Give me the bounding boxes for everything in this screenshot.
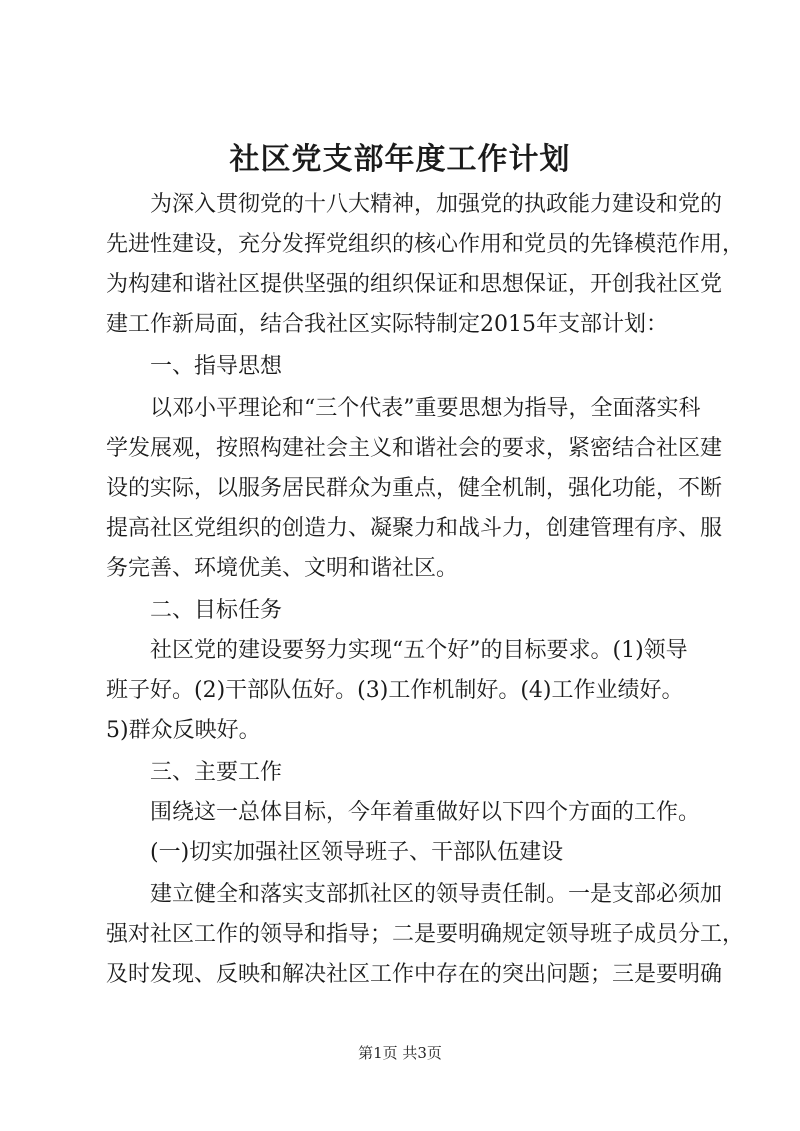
section-heading: 二、目标任务 bbox=[150, 598, 283, 623]
paragraph-line: 围绕这一总体目标，今年着重做好以下四个方面的工作。 bbox=[150, 800, 701, 825]
paragraph-line: 为构建和谐社区提供坚强的组织保证和思想保证，开创我社区党 bbox=[106, 272, 723, 297]
paragraph-line: 建工作新局面，结合我社区实际特制定2015年支部计划： bbox=[106, 312, 668, 337]
paragraph-line: 社区党的建设要努力实现“五个好”的目标要求。(1)领导 bbox=[150, 638, 688, 663]
subsection-heading: (一)切实加强社区领导班子、干部队伍建设 bbox=[150, 840, 564, 865]
paragraph-line: 务完善、环境优美、文明和谐社区。 bbox=[106, 556, 459, 581]
paragraph-line: 为深入贯彻党的十八大精神，加强党的执政能力建设和党的 bbox=[150, 192, 723, 217]
paragraph-line: 班子好。(2)干部队伍好。(3)工作机制好。(4)工作业绩好。 bbox=[106, 678, 684, 703]
paragraph-line: 以邓小平理论和“三个代表”重要思想为指导，全面落实科 bbox=[150, 396, 701, 421]
paragraph-line: 设的实际，以服务居民群众为重点，健全机制，强化功能，不断 bbox=[106, 476, 723, 501]
paragraph-line: 学发展观，按照构建社会主义和谐社会的要求，紧密结合社区建 bbox=[106, 436, 723, 461]
paragraph-line: 先进性建设，充分发挥党组织的核心作用和党员的先锋模范作用， bbox=[106, 232, 745, 257]
paragraph-line: 建立健全和落实支部抓社区的领导责任制。一是支部必须加 bbox=[150, 882, 723, 907]
section-heading: 三、主要工作 bbox=[150, 760, 283, 785]
page-number-footer: 第1页 共3页 bbox=[358, 1044, 442, 1062]
paragraph-line: 5)群众反映好。 bbox=[106, 718, 261, 743]
section-heading: 一、指导思想 bbox=[150, 354, 283, 379]
document-title: 社区党支部年度工作计划 bbox=[229, 142, 571, 177]
paragraph-line: 强对社区工作的领导和指导；二是要明确规定领导班子成员分工， bbox=[106, 922, 745, 947]
paragraph-line: 及时发现、反映和解决社区工作中存在的突出问题；三是要明确 bbox=[106, 962, 723, 987]
paragraph-line: 提高社区党组织的创造力、凝聚力和战斗力，创建管理有序、服 bbox=[106, 516, 723, 541]
